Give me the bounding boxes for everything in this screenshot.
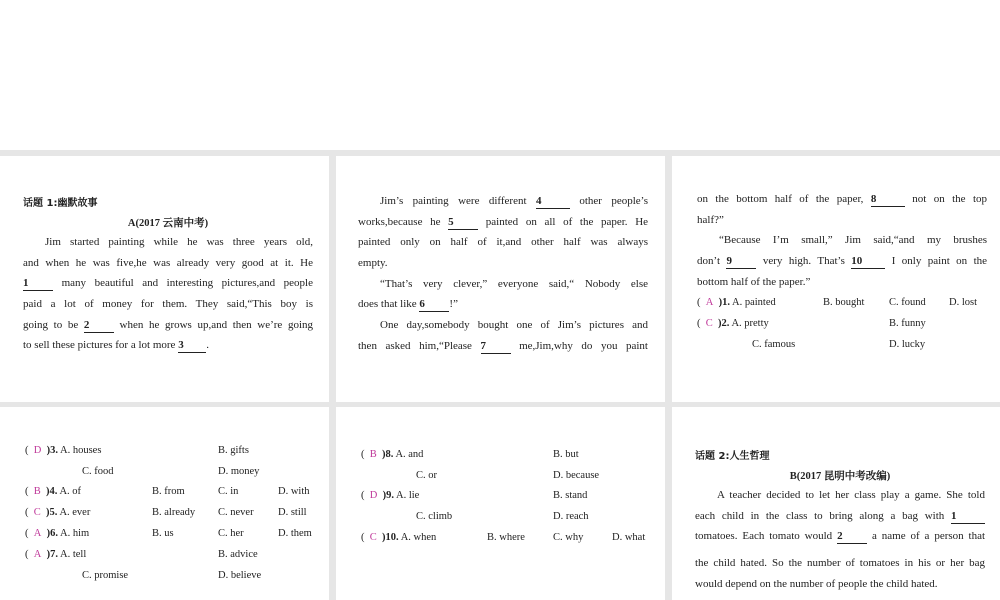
text-line: works,because he 5 painted on all of the paper. He <box>358 215 649 228</box>
option-b: B. advice <box>218 549 258 560</box>
section-heading: B(2017 昆明中考改编) <box>789 471 891 482</box>
answer-mark: A <box>705 297 714 308</box>
panel-story-part1 <box>0 156 329 402</box>
option-d: D. lucky <box>889 339 926 350</box>
panel-questions-8-10 <box>336 407 665 600</box>
option-d: D. money <box>218 466 260 477</box>
passage-text <box>695 485 985 594</box>
blank: 5 <box>448 216 478 230</box>
blank: 10 <box>851 255 885 269</box>
option-b: B. stand <box>553 490 588 501</box>
blank: 9 <box>726 255 756 269</box>
answer-mark: A <box>33 549 42 560</box>
text-line: then asked him,“Please 7 me,Jim,why do you paint <box>358 339 648 352</box>
panel-story-part3 <box>672 156 1000 402</box>
section-heading: A(2017 云南中考) <box>127 218 209 229</box>
text-line: the child hated. So the number of tomatoes in his or her bag <box>695 557 985 570</box>
text-line: A teacher decided to let her class play a game. She told <box>717 489 985 501</box>
text-line: Jim started painting while he was three years old, <box>45 236 313 248</box>
option-d: D. lost <box>949 297 978 308</box>
option-b: B. funny <box>889 318 926 329</box>
option-d: D. because <box>553 470 600 481</box>
question-3: ( D )3. A. houses <box>25 445 102 456</box>
text-line: don’t 9 very high. That’s 10 I only paint on the <box>697 255 988 268</box>
option-c: C. never <box>218 507 254 518</box>
option-b: B. already <box>152 507 196 518</box>
text-line: Jim’s painting were different 4 other people’s <box>380 195 649 207</box>
text-line: half?” <box>697 213 724 226</box>
text-line: painted only on half of it,and other half was always <box>358 236 648 249</box>
option-d: D. believe <box>218 570 262 581</box>
top-blank-area <box>0 0 1000 150</box>
question-8: ( B )8. A. and <box>361 449 424 460</box>
option-d: D. them <box>278 528 312 539</box>
question-9: ( D )9. A. lie <box>361 490 420 501</box>
option-b: B. but <box>553 449 579 460</box>
text-line: does that like 6 !” <box>358 298 458 311</box>
option-b: B. gifts <box>218 445 249 456</box>
panel-story-part2 <box>336 156 665 402</box>
text-line: bottom half of the paper.” <box>697 275 811 288</box>
answer-mark: C <box>33 507 41 518</box>
panel-questions-3-7 <box>0 407 329 600</box>
topic-heading: 话题 2:人生哲理 <box>695 451 770 462</box>
option-b: B. bought <box>823 297 865 308</box>
option-c: C. why <box>553 532 584 543</box>
text-line: paid a lot of money for them. They said,“This boy is <box>23 298 313 311</box>
question-7: ( A )7. A. tell <box>25 549 87 560</box>
answer-mark: B <box>369 449 377 460</box>
question-1: ( A )1. A. painted <box>697 297 776 308</box>
blank: 7 <box>481 340 511 354</box>
blank: 4 <box>536 195 570 209</box>
blank: 8 <box>871 193 905 207</box>
answer-mark: C <box>369 532 377 543</box>
passage-text <box>697 189 987 292</box>
text-line: would depend on the number of people the child hated. <box>695 577 938 590</box>
question-6: ( A )6. A. him <box>25 528 90 539</box>
blank: 6 <box>419 298 449 312</box>
text-line: and when he was five,he was already very good at it. He <box>23 256 313 269</box>
blank: 1 <box>951 510 985 524</box>
option-c: C. her <box>218 528 244 539</box>
option-b: B. from <box>152 486 185 497</box>
option-c: C. climb <box>416 511 453 522</box>
text-line: “Because I’m small,” Jim said,“and my brushes <box>719 234 987 247</box>
panel-story-b <box>672 407 1000 600</box>
option-c: C. in <box>218 486 239 497</box>
blank: 1 <box>23 277 53 291</box>
text-line: on the bottom half of the paper, 8 not on the top <box>697 193 987 205</box>
option-b: B. where <box>487 532 525 543</box>
topic-heading: 话题 1:幽默故事 <box>23 198 98 209</box>
option-c: C. found <box>889 297 926 308</box>
text-line: going to be 2 when he grows up,and then we’re going <box>23 318 313 331</box>
blank: 3 <box>178 339 206 353</box>
answer-mark: C <box>705 318 713 329</box>
text-line: empty. <box>358 257 388 270</box>
option-d: D. what <box>612 532 646 543</box>
option-c: C. or <box>416 470 437 481</box>
option-d: D. still <box>278 507 307 518</box>
answer-mark: D <box>369 490 378 501</box>
question-5: ( C )5. A. ever <box>25 507 91 518</box>
question-10: ( C )10. A. when <box>361 532 437 543</box>
text-line: 1 many beautiful and interesting pictures,and people <box>23 277 313 290</box>
text-line: “That’s very clever,” everyone said,“ Nobody else <box>380 277 648 290</box>
question-2: ( C )2. A. pretty <box>697 318 769 329</box>
answer-mark: D <box>33 445 42 456</box>
answer-mark: B <box>33 486 41 497</box>
option-d: D. reach <box>553 511 589 522</box>
text-line: tomatoes. Each tomato would 2 a name of a person that <box>695 530 986 543</box>
blank: 2 <box>84 319 114 333</box>
question-4: ( B )4. A. of <box>25 486 82 497</box>
option-c: C. promise <box>82 570 129 581</box>
passage-text <box>23 232 313 356</box>
answer-mark: A <box>33 528 42 539</box>
option-d: D. with <box>278 486 310 497</box>
option-b: B. us <box>152 528 174 539</box>
text-line: to sell these pictures for a lot more 3 . <box>23 339 209 352</box>
blank: 2 <box>837 530 867 544</box>
text-line: each child in the class to bring along a bag with 1 <box>695 506 985 527</box>
option-c: C. food <box>82 466 114 477</box>
text-line: One day,somebody bought one of Jim’s pictures and <box>380 319 648 332</box>
passage-text <box>358 191 648 357</box>
option-c: C. famous <box>752 339 796 350</box>
